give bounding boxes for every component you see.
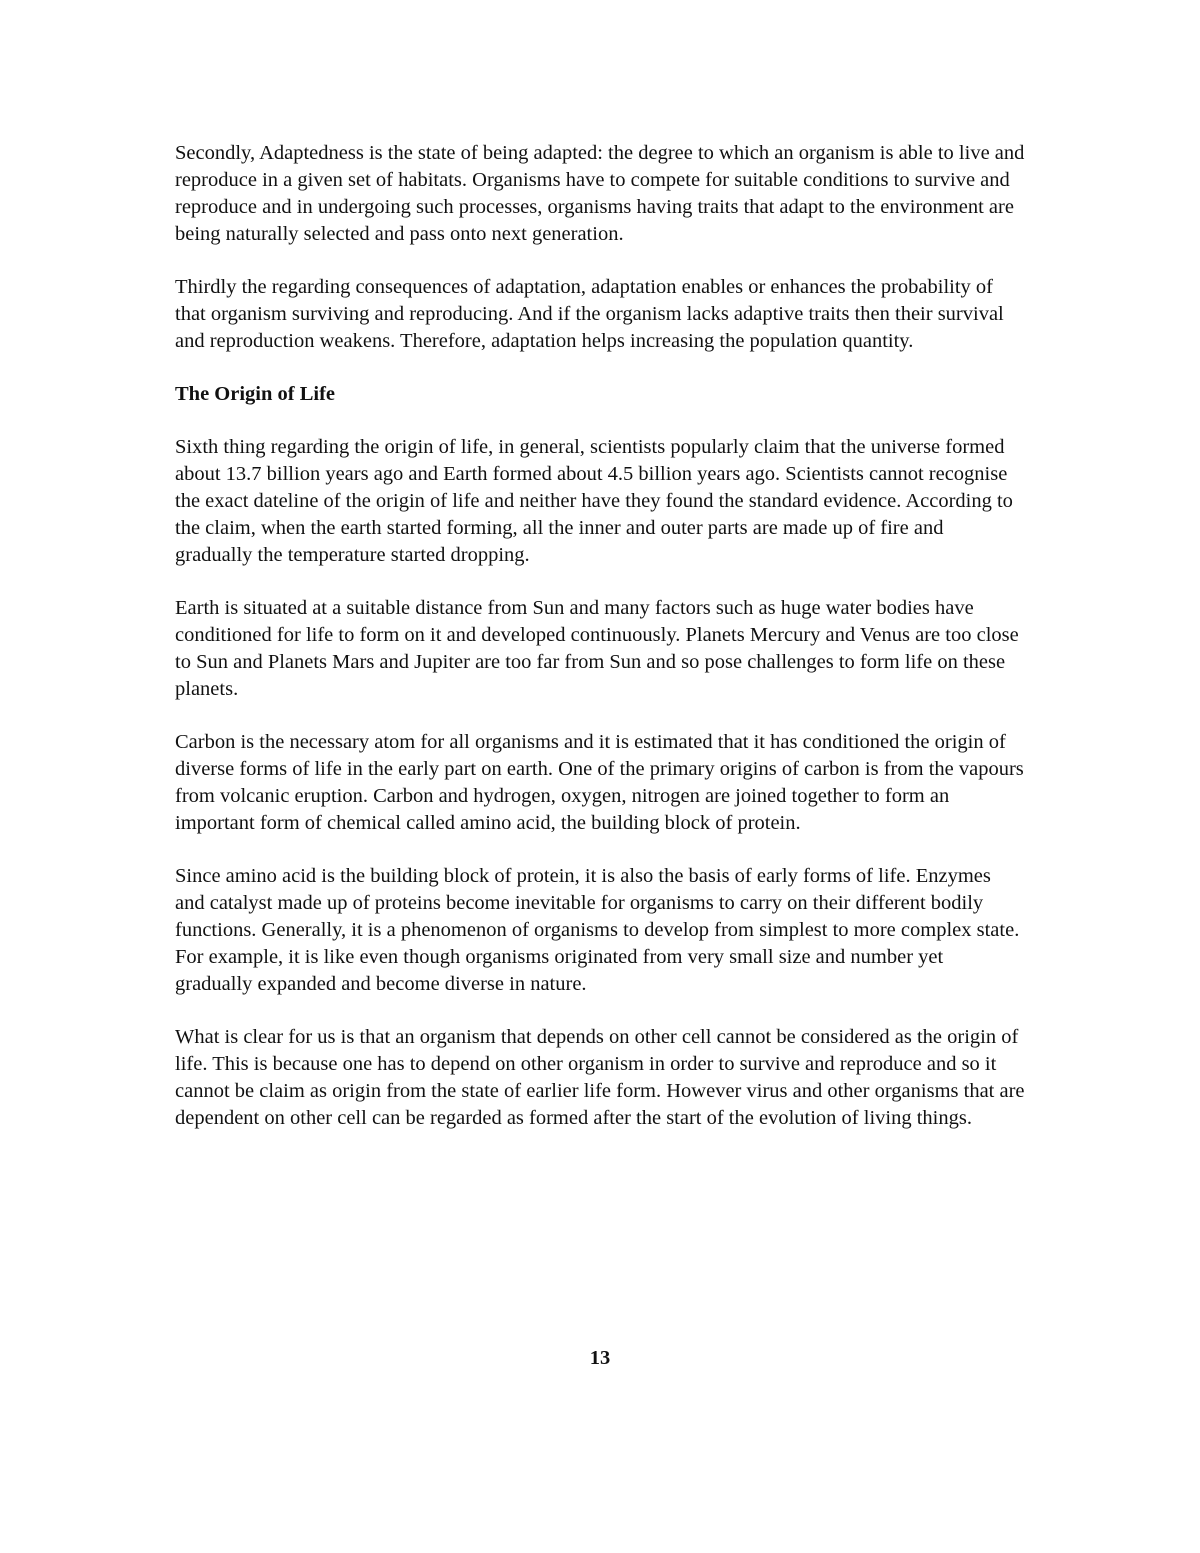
paragraph-earth-distance: Earth is situated at a suitable distance from Sun and many factors such as huge water bodies have conditioned for life to form on it and developed continuously. Planets Mercury and Venus are too close to Sun and Planets Mars and Jupiter are too far from Sun and so pose challenges to form life on these planets. — [175, 597, 1019, 700]
paragraph-consequences: Thirdly the regarding consequences of adaptation, adaptation enables or enhances the probability of that organism surviving and reproducing. And if the organism lacks adaptive traits then their survival and reproduction weakens. Therefore, adaptation helps increasing the population quantity. — [175, 276, 1004, 352]
document-page — [175, 140, 1025, 1158]
paragraph-origin-claim: Sixth thing regarding the origin of life, in general, scientists popularly claim that the universe formed about 13.7 billion years ago and Earth formed about 4.5 billion years ago. Scientists cannot recognise the exact dateline of the origin of life and neither have they found the standard evidence. According to the claim, when the earth started forming, all the inner and outer parts are made up of fire and gradually the temperature started dropping. — [175, 436, 1013, 566]
paragraph-amino-acid: Since amino acid is the building block of protein, it is also the basis of early forms of life. Enzymes and catalyst made up of proteins become inevitable for organisms to carry on their different bodily functions. Generally, it is a phenomenon of organisms to develop from simplest to more complex state. For example, it is like even though organisms originated from very small size and number yet gradually expanded and become diverse in nature. — [175, 865, 1020, 995]
paragraph-adaptedness: Secondly, Adaptedness is the state of being adapted: the degree to which an organism is able to live and reproduce in a given set of habitats. Organisms have to compete for suitable conditions to survive and reproduce and in undergoing such processes, organisms having traits that adapt to the environment are being naturally selected and pass onto next generation. — [175, 142, 1025, 245]
section-heading: The Origin of Life — [175, 383, 336, 405]
paragraph-dependent-organisms: What is clear for us is that an organism that depends on other cell cannot be considered as the origin of life. This is because one has to depend on other organism in order to survive and reproduce and so it cannot be claim as origin from the state of earlier life form. However virus and other organisms that are dependent on other cell can be regarded as formed after the start of the evolution of living things. — [175, 1026, 1025, 1129]
paragraph-carbon: Carbon is the necessary atom for all organisms and it is estimated that it has conditioned the origin of diverse forms of life in the early part on earth. One of the primary origins of carbon is from the vapours from volcanic eruption. Carbon and hydrogen, oxygen, nitrogen are joined together to form an important form of chemical called amino acid, the building block of protein. — [175, 731, 1024, 834]
page-number: 13 — [589, 1347, 611, 1369]
